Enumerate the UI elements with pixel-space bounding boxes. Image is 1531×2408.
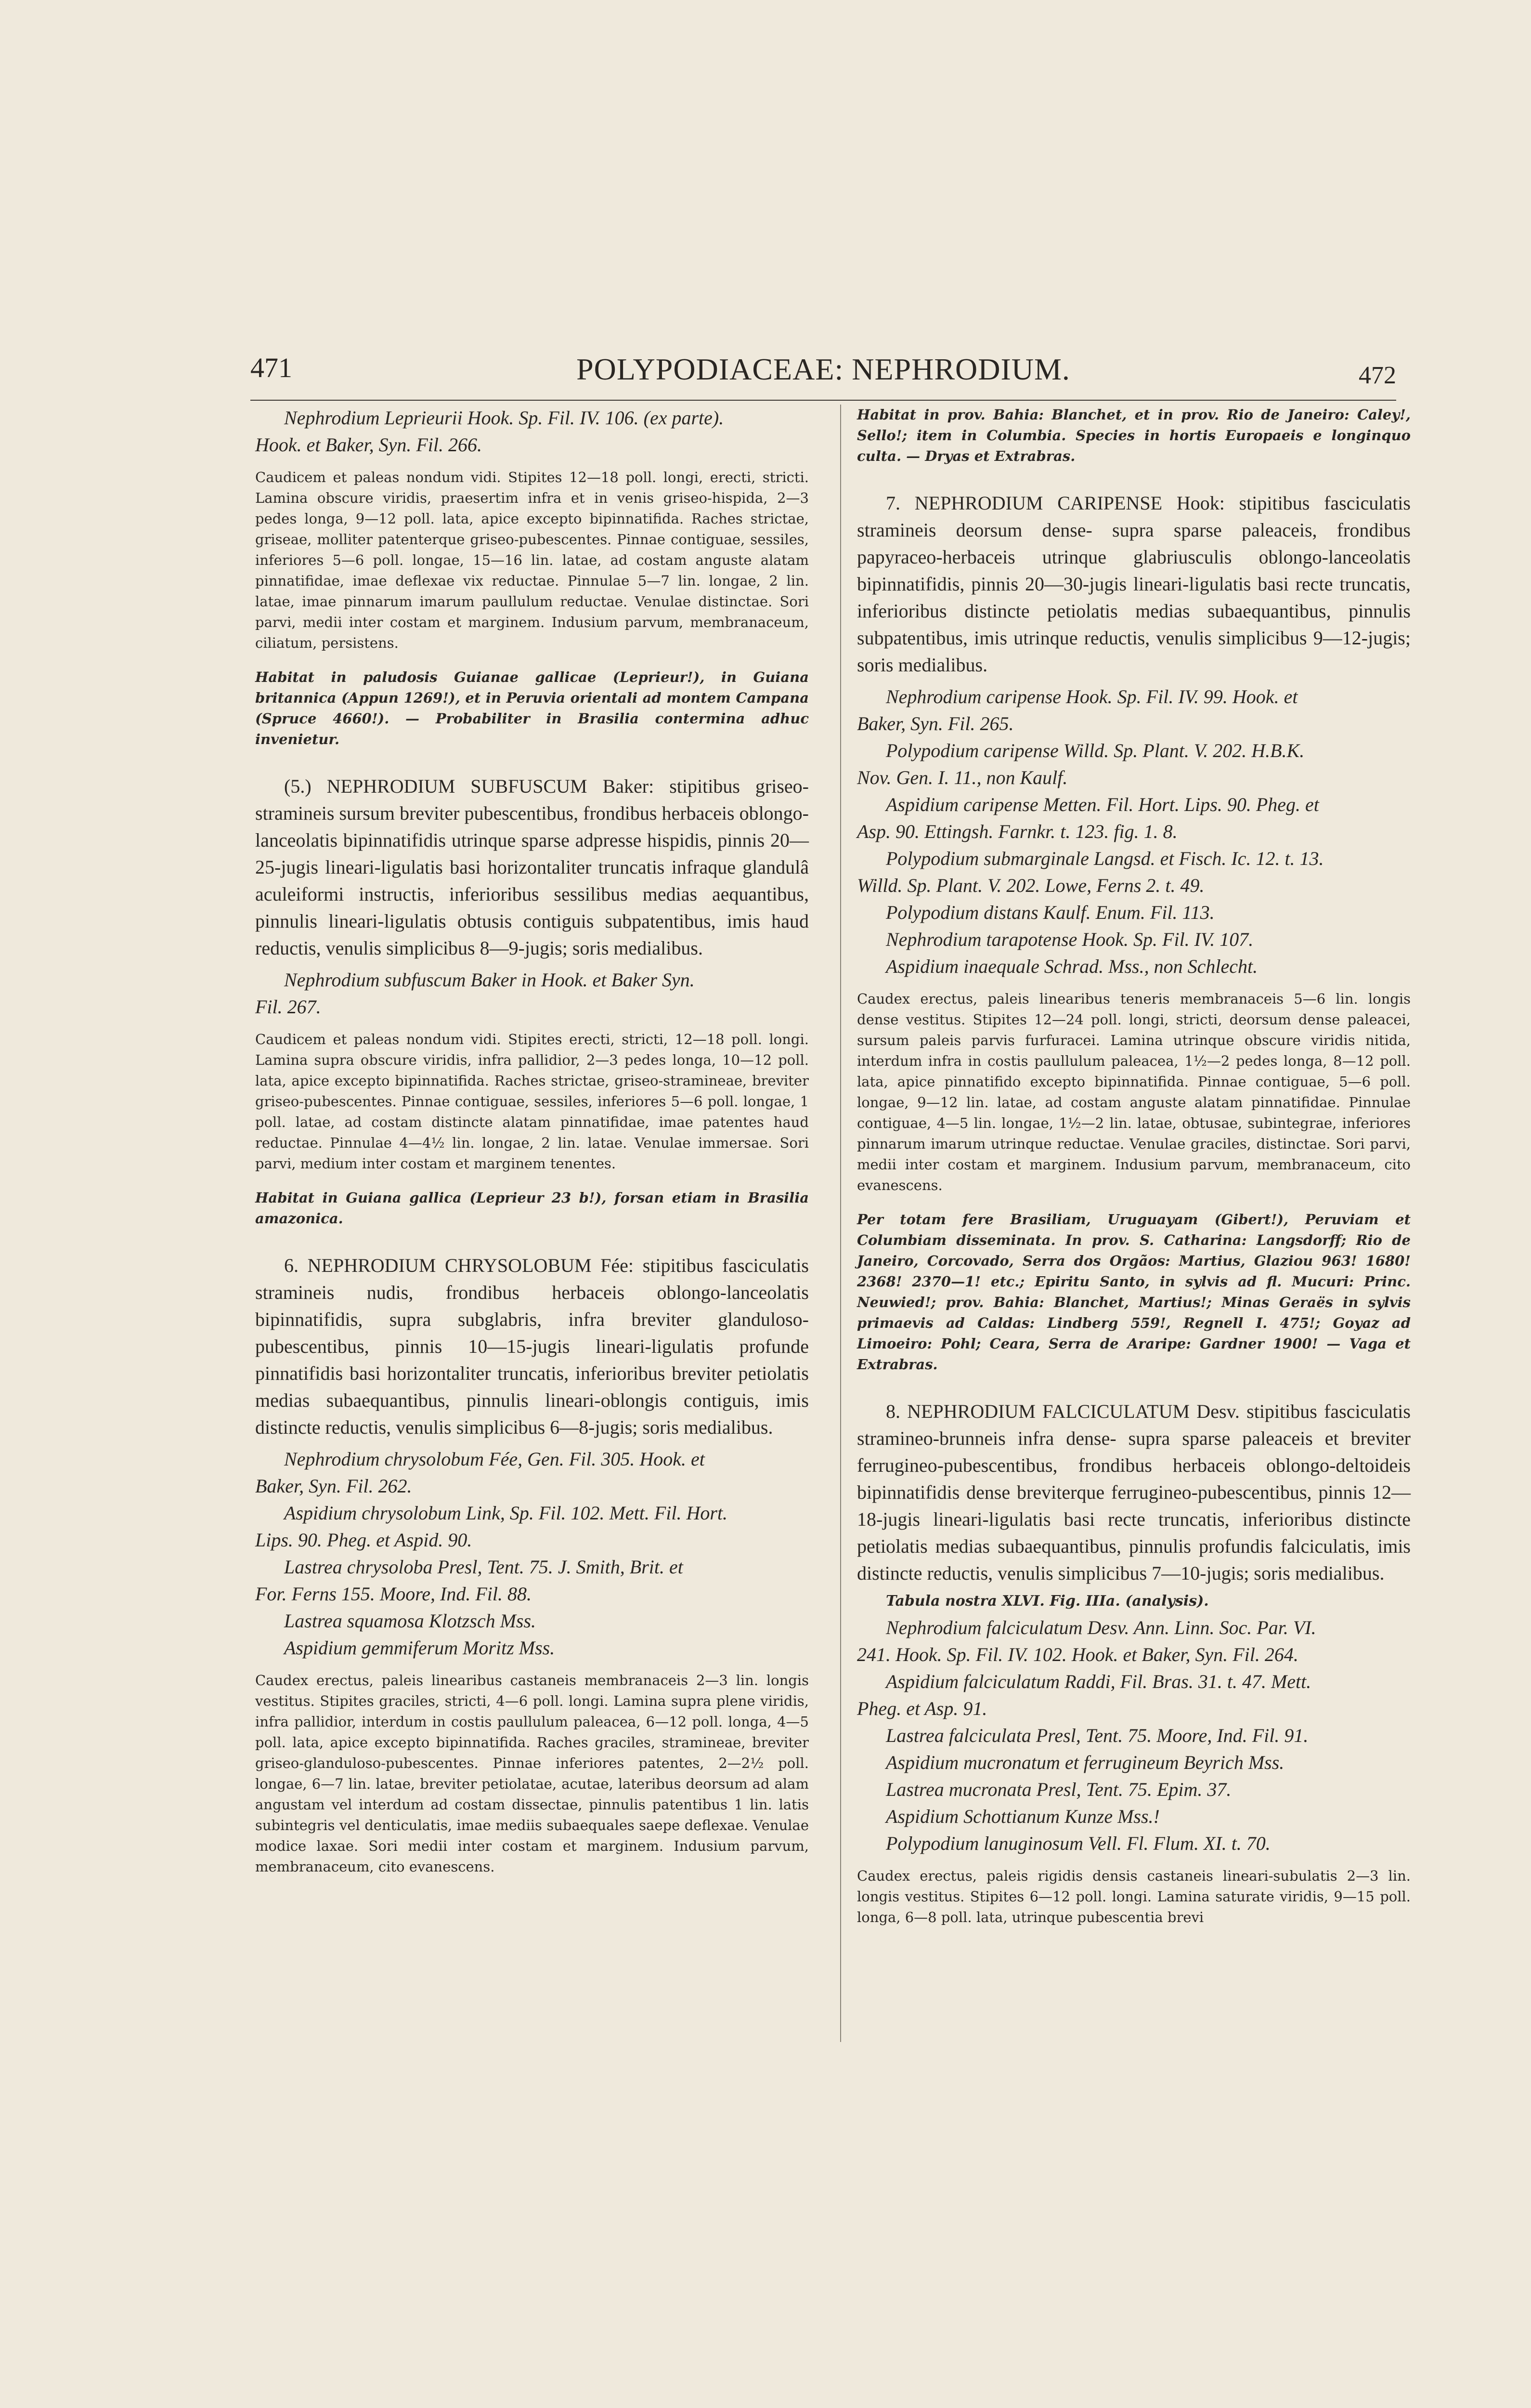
column-divider xyxy=(840,405,841,2042)
species-entry: 6. NEPHRODIUM CHRYSOLOBUM Fée: stipitibus fasciculatis stramineis nudis, frondibus herbaceis oblongo-lanceolatis bipinnatifidis, supra subglabris, infra breviter glanduloso-pubescentibus, pinnis 10—15-jugis lineari-ligulatis profunde pinnatifidis basi horizontaliter truncatis, inferioribus breviter petiolatis medias subaequantibus, pinnulis lineari-oblongis contiguis, imis distincte reductis, venulis simplicibus 6—8-jugis; soris medialibus. xyxy=(255,1255,809,1438)
synonym-line: Lips. 90. Pheg. et Aspid. 90. xyxy=(255,1529,472,1551)
synonym-line: Baker, Syn. Fil. 265. xyxy=(857,713,1014,734)
synonym-line: Willd. Sp. Plant. V. 202. Lowe, Ferns 2. t. 49. xyxy=(857,875,1205,896)
synonym-line: For. Ferns 155. Moore, Ind. Fil. 88. xyxy=(255,1583,532,1605)
description-paragraph: Caudex erectus, paleis rigidis densis castaneis lineari-subulatis 2—3 lin. longis vestitus. Stipites 6—12 poll. longi. Lamina saturate viridis, 9—15 poll. longa, 6—8 poll. lata, utrinque pubescentia brevi xyxy=(857,1868,1411,1925)
page-number-right: 472 xyxy=(1359,362,1396,389)
habitat-paragraph: Per totam fere Brasiliam, Uruguayam (Gibert!), Peruviam et Columbiam disseminata. In prov. S. Catharina: Langsdorff; Rio de Janeiro, Corcovado, Serra dos Orgãos: Martius, Glaziou 963! 1680! 2368! 2370—1! etc.; Epiritu Santo, in sylvis ad fl. Mucuri: Princ. Neuwied!; prov. Bahia: Blanchet, Martius!; Minas Geraës in sylvis primaevis ad Caldas: Lindberg 559!, Regnell I. 475!; Goyaz ad Limoeiro: Pohl; Ceara, Serra de Araripe: Gardner 1900! — Vaga et Extrabras. xyxy=(857,1211,1411,1373)
species-entry: 8. NEPHRODIUM FALCICULATUM Desv. stipitibus fasciculatis stramineo-brunneis infra dense- supra sparse paleaceis et breviter ferrugineo-pubescentibus, frondibus herbaceis oblongo-deltoideis bipinnatifidis dense breviterque ferrugineo-pubescentibus, pinnis 12—18-jugis lineari-ligulatis basi recte truncatis, inferioribus distincte petiolatis medias subaequantibus, pinnulis profundis falciculatis, imis distincte reductis, venulis simplicibus 7—10-jugis; soris medialibus. xyxy=(857,1400,1411,1584)
synonym-block xyxy=(255,405,809,458)
synonym-line: Lastrea chrysoloba Presl, Tent. 75. J. Smith, Brit. et xyxy=(284,1556,683,1578)
synonym-block xyxy=(255,967,809,1021)
description-paragraph: Caudex erectus, paleis linearibus castaneis membranaceis 2—3 lin. longis vestitus. Stipites graciles, stricti, 4—6 poll. longi. Lamina supra plene viridis, infra pallidior, interdum in costis paullulum paleacea, 6—12 poll. longa, 4—5 poll. lata, apice excepto bipinnatifida. Raches graciles, stramineae, breviter griseo-glanduloso-pubescentes. Pinnae inferiores patentes, 2—2½ poll. longae, 6—7 lin. latae, breviter petiolatae, acutae, lateribus deorsum ad alam angustam vel interdum ad costam dissectae, pinnulis patentibus 1 lin. latis subintegris vel denticulatis, imae mediis subaequales saepe deflexae. Venulae modice laxae. Sori medii inter costam et marginem. Indusium parvum, membranaceum, cito evanescens. xyxy=(255,1672,809,1875)
synonym-line: Nov. Gen. I. 11., non Kaulf. xyxy=(857,767,1068,788)
synonym-line: Lastrea mucronata Presl, Tent. 75. Epim. 37. xyxy=(886,1779,1232,1800)
habitat-paragraph: Habitat in paludosis Guianae gallicae (Leprieur!), in Guiana britannica (Appun 1269!), et in Peruvia orientali ad montem Campana (Spruce 4660!). — Probabiliter in Brasilia contermina adhuc invenietur. xyxy=(255,669,809,747)
page-number-left: 471 xyxy=(250,352,292,383)
running-title: POLYPODIACEAE: NEPHRODIUM. xyxy=(576,352,1070,386)
species-entry: 7. NEPHRODIUM CARIPENSE Hook: stipitibus fasciculatis stramineis deorsum dense- supra sparse paleaceis, frondibus papyraceo-herbaceis utrinque glabriusculis oblongo-lanceolatis bipinnatifidis, pinnis 20—30-jugis lineari-ligulatis basi recte truncatis, inferioribus distincte petiolatis medias subaequantibus, pinnulis subpatentibus, imis utrinque reductis, venulis simplicibus 9—12-jugis; soris medialibus. xyxy=(857,492,1411,676)
synonym-line: 241. Hook. Sp. Fil. IV. 102. Hook. et Baker, Syn. Fil. 264. xyxy=(857,1644,1298,1665)
synonym-line: Polypodium distans Kaulf. Enum. Fil. 113. xyxy=(886,902,1215,923)
left-column xyxy=(255,405,809,1877)
synonym-line: Nephrodium subfuscum Baker in Hook. et Baker Syn. xyxy=(284,969,695,991)
description-paragraph: Caudicem et paleas nondum vidi. Stipites 12—18 poll. longi, erecti, stricti. Lamina obscure viridis, praesertim infra et in venis griseo-hispida, 2—3 pedes longa, 9—12 poll. lata, apice excepto bipinnatifida. Raches strictae, griseae, molliter patenterque griseo-pubescentes. Pinnae contiguae, sessiles, inferiores 5—6 poll. longae, 15—16 lin. latae, ad costam anguste alatam pinnatifidae, imae deflexae vix reductae. Pinnulae 5—7 lin. longae, 2 lin. latae, imae pinnarum imarum paullulum reductae. Venulae distinctae. Sori parvi, medii inter costam et marginem. Indusium parvum, membranaceum, ciliatum, persistens. xyxy=(255,469,809,651)
synonym-line: Aspidium chrysolobum Link, Sp. Fil. 102. Mett. Fil. Hort. xyxy=(284,1502,728,1524)
synonym-line: Lastrea falciculata Presl, Tent. 75. Moore, Ind. Fil. 91. xyxy=(886,1725,1309,1746)
synonym-line: Nephrodium Leprieurii Hook. Sp. Fil. IV. 106. (ex parte). xyxy=(284,407,724,429)
synonym-line: Aspidium mucronatum et ferrugineum Beyrich Mss. xyxy=(886,1752,1284,1773)
synonym-line: Pheg. et Asp. 91. xyxy=(857,1698,987,1719)
synonym-line: Aspidium falciculatum Raddi, Fil. Bras. 31. t. 47. Mett. xyxy=(886,1671,1311,1692)
page-header xyxy=(250,347,1396,401)
synonym-line: Aspidium caripense Metten. Fil. Hort. Lips. 90. Pheg. et xyxy=(886,794,1319,815)
habitat-paragraph: Habitat in Guiana gallica (Leprieur 23 b!), forsan etiam in Brasilia amazonica. xyxy=(255,1190,809,1227)
synonym-block xyxy=(857,1614,1411,1857)
synonym-line: Hook. et Baker, Syn. Fil. 266. xyxy=(255,434,482,456)
synonym-line: Asp. 90. Ettingsh. Farnkr. t. 123. fig. 1. 8. xyxy=(857,821,1178,842)
synonym-line: Aspidium Schottianum Kunze Mss.! xyxy=(886,1806,1160,1827)
plate-reference: Tabula nostra XLVI. Fig. IIIa. (analysis). xyxy=(886,1593,1209,1610)
synonym-line: Lastrea squamosa Klotzsch Mss. xyxy=(284,1610,536,1632)
synonym-line: Polypodium submarginale Langsd. et Fisch. Ic. 12. t. 13. xyxy=(886,848,1324,869)
description-paragraph: Caudex erectus, paleis linearibus teneris membranaceis 5—6 lin. longis dense vestitus. Stipites 12—24 poll. longi, stricti, deorsum dense paleacei, sursum paleis parvis furfuracei. Lamina utrinque obscure viridis nitida, interdum infra in costis paullulum paleacea, 1½—2 pedes longa, 8—12 poll. lata, apice pinnatifido excepto bipinnatifida. Pinnae contiguae, 5—6 poll. longae, 9—12 lin. latae, ad costam anguste alatam pinnatifidae. Pinnulae contiguae, 4—5 lin. longae, 1½—2 lin. latae, obtusae, subintegrae, inferiores pinnarum imarum utrinque reductae. Venulae graciles, distinctae. Sori parvi, medii inter costam et marginem. Indusium parvum, membranaceum, cito evanescens. xyxy=(857,991,1411,1193)
synonym-line: Nephrodium caripense Hook. Sp. Fil. IV. 99. Hook. et xyxy=(886,686,1298,707)
synonym-line: Fil. 267. xyxy=(255,996,321,1018)
synonym-line: Aspidium gemmiferum Moritz Mss. xyxy=(284,1637,555,1659)
right-column xyxy=(857,405,1411,1928)
synonym-block xyxy=(857,683,1411,980)
synonym-line: Nephrodium falciculatum Desv. Ann. Linn. Soc. Par. VI. xyxy=(886,1617,1316,1638)
synonym-line: Baker, Syn. Fil. 262. xyxy=(255,1475,412,1497)
synonym-line: Nephrodium tarapotense Hook. Sp. Fil. IV. 107. xyxy=(886,929,1254,950)
synonym-line: Nephrodium chrysolobum Fée, Gen. Fil. 305. Hook. et xyxy=(284,1448,705,1470)
synonym-block xyxy=(255,1446,809,1662)
synonym-line: Aspidium inaequale Schrad. Mss., non Schlecht. xyxy=(886,955,1258,977)
synonym-line: Polypodium caripense Willd. Sp. Plant. V. 202. H.B.K. xyxy=(886,740,1305,761)
species-entry: (5.) NEPHRODIUM SUBFUSCUM Baker: stipitibus griseo-stramineis sursum breviter pubescentibus, frondibus herbaceis oblongo-lanceolatis bipinnatifidis utrinque sparse adpresse hispidis, pinnis 20—25-jugis lineari-ligulatis basi horizontaliter truncatis infraque glandulâ aculeiformi instructis, inferioribus sessilibus medias aequantibus, pinnulis lineari-ligulatis obtusis contiguis subpatentibus, imis haud reductis, venulis simplicibus 8—9-jugis; soris medialibus. xyxy=(255,775,809,959)
habitat-paragraph: Habitat in prov. Bahia: Blanchet, et in prov. Rio de Janeiro: Caley!, Sello!; item in Columbia. Species in hortis Europaeis e longinquo culta. — Dryas et Extrabras. xyxy=(857,406,1411,464)
synonym-line: Polypodium lanuginosum Vell. Fl. Flum. XI. t. 70. xyxy=(886,1832,1271,1854)
description-paragraph: Caudicem et paleas nondum vidi. Stipites erecti, stricti, 12—18 poll. longi. Lamina supra obscure viridis, infra pallidior, 2—3 pedes longa, 10—12 poll. lata, apice excepto bipinnatifida. Raches strictae, griseo-stramineae, breviter griseo-pubescentes. Pinnae contiguae, sessiles, inferiores 5—6 poll. longae, 1 poll. latae, ad costam distincte alatam pinnatifidae, imae patentes haud reductae. Pinnulae 4—4½ lin. longae, 2 lin. latae. Venulae immersae. Sori parvi, medium inter costam et marginem tenentes. xyxy=(255,1031,809,1172)
